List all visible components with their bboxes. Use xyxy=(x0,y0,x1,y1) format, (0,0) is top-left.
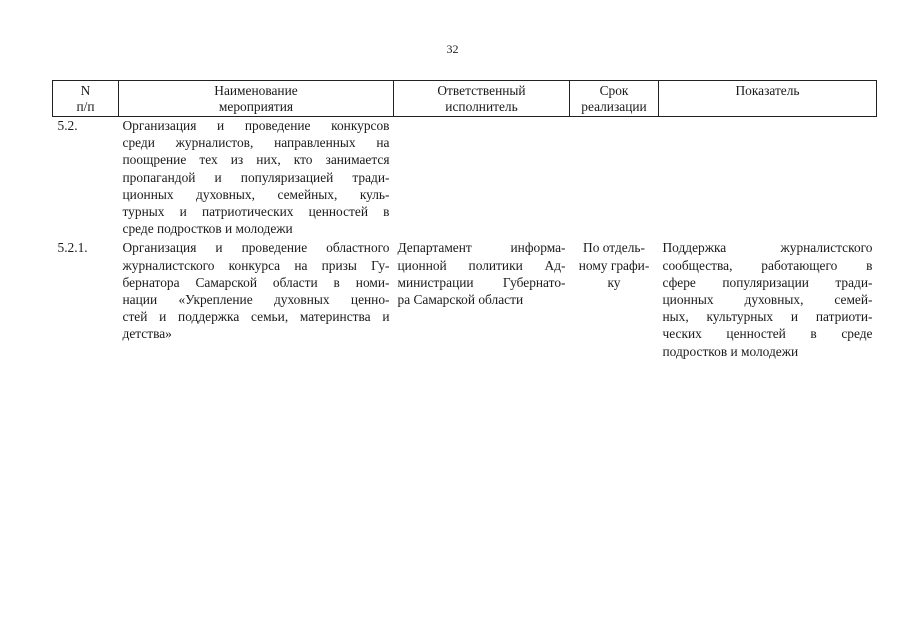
row-term xyxy=(570,117,659,238)
row-number: 5.2. xyxy=(53,117,119,238)
row-name: Организация и проведение областного журналистского конкурса на призы Гу- бернатора Самарской области в номи- нации «Укрепление духовных ценно- стей и поддержка семьи, материнства и детства» xyxy=(122,240,390,342)
row-name: Организация и проведение конкурсов среди журналистов, направленных на поощрение тех из них, кто занимается пропагандой и популяризацией тради- ционных духовных, семейных, куль- турных и патриотических ценностей в среде подростков и молодежи xyxy=(119,117,394,238)
page-number: 32 xyxy=(446,42,459,56)
table-header xyxy=(53,81,877,117)
header-num: N п/п xyxy=(53,81,119,117)
row-term: По отдель- ному графи- ку xyxy=(578,240,650,290)
table-row xyxy=(53,237,877,359)
header-executor: Ответственный исполнитель xyxy=(394,81,570,117)
row-indicator xyxy=(659,117,877,238)
activities-table xyxy=(52,80,877,360)
row-executor: Департамент информа- ционной политики Ад- министрации Губернато- ра Самарской области xyxy=(397,240,566,308)
table-row xyxy=(53,117,877,238)
header-indicator: Показатель xyxy=(659,81,877,117)
row-number: 5.2.1. xyxy=(57,240,88,256)
row-executor xyxy=(394,117,570,238)
table-body xyxy=(53,117,877,360)
header-term: Срок реализации xyxy=(570,81,659,117)
row-indicator: Поддержка журналистского сообщества, работающего в сфере популяризации тради- ционных духовных, семей- ных, культурных и патриоти- ческих ценностей в среде подростков и молодежи xyxy=(662,240,873,359)
header-name: Наименование мероприятия xyxy=(119,81,394,117)
